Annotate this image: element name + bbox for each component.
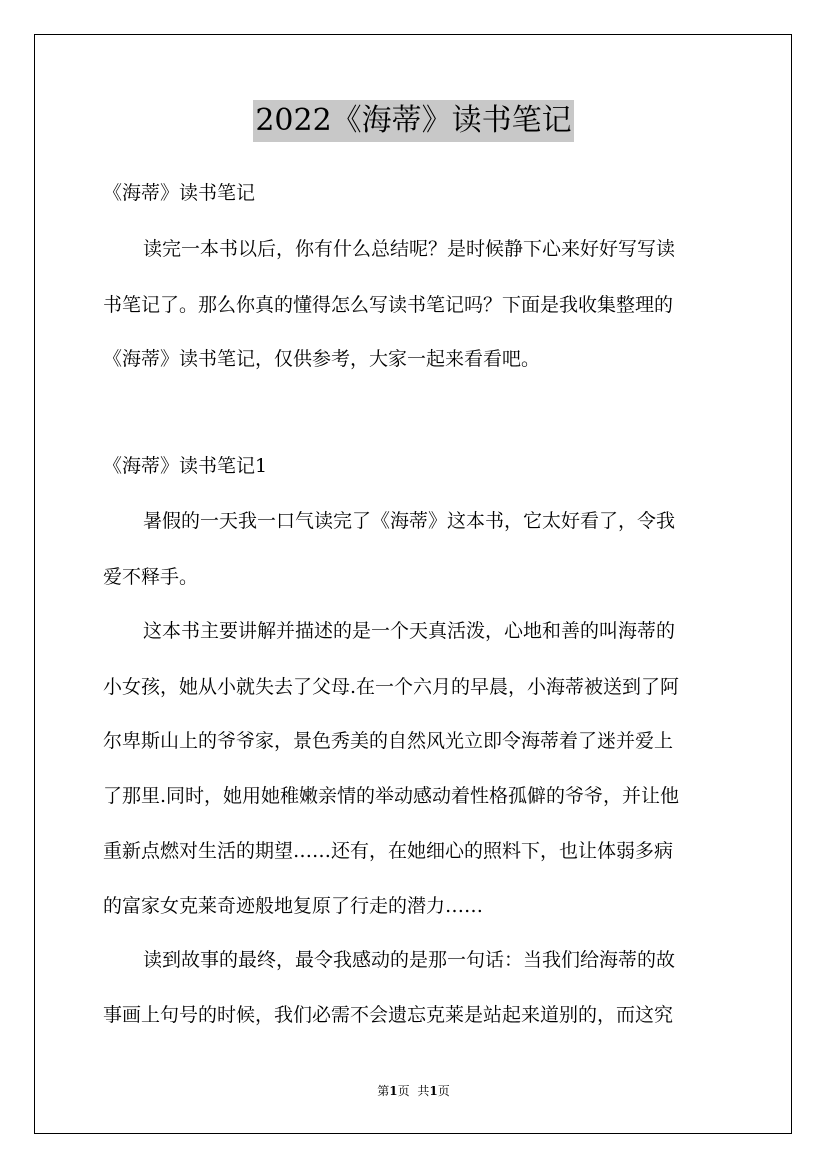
body-line: 的富家女克莱奇迹般地复原了行走的潜力……: [103, 895, 484, 917]
footer-page-number: 1: [389, 1084, 398, 1098]
subtitle: 《海蒂》读书笔记: [103, 182, 256, 204]
body-line: 了那里.同时，她用她稚嫩亲情的举动感动着性格孤僻的爷爷，并让他: [103, 785, 680, 807]
body-line: 尔卑斯山上的爷爷家，景色秀美的自然风光立即令海蒂着了迷并爱上: [103, 730, 674, 752]
body-line: 读到故事的最终，最令我感动的是那一句话：当我们给海蒂的故: [143, 949, 676, 971]
body-line: 重新点燃对生活的期望……还有，在她细心的照料下，也让体弱多病: [103, 840, 674, 862]
body-line: 这本书主要讲解并描述的是一个天真活泼，心地和善的叫海蒂的: [143, 620, 676, 642]
body-line: 事画上句号的时候，我们必需不会遗忘克莱是站起来道别的，而这究: [103, 1004, 674, 1026]
footer-total-suffix: 页: [437, 1084, 450, 1098]
document-title: 2022《海蒂》读书笔记: [253, 100, 573, 142]
body-line: 暑假的一天我一口气读完了《海蒂》这本书，它太好看了，令我: [143, 510, 676, 532]
intro-line: 《海蒂》读书笔记，仅供参考，大家一起来看看吧。: [103, 348, 541, 370]
footer-page-prefix: 第: [377, 1084, 390, 1098]
page-footer: [0, 1083, 827, 1099]
body-line: 爱不释手。: [103, 566, 199, 588]
section-heading: 《海蒂》读书笔记1: [103, 455, 268, 477]
title-container: [0, 100, 827, 142]
body-line: 小女孩，她从小就失去了父母.在一个六月的早晨，小海蒂被送到了阿: [103, 676, 680, 698]
footer-total-prefix: 共: [417, 1084, 430, 1098]
footer-total-number: 1: [429, 1084, 438, 1098]
intro-line: 读完一本书以后，你有什么总结呢？是时候静下心来好好写写读: [143, 238, 676, 260]
intro-line: 书笔记了。那么你真的懂得怎么写读书笔记吗？下面是我收集整理的: [103, 294, 674, 316]
footer-page-suffix: 页: [397, 1084, 410, 1098]
